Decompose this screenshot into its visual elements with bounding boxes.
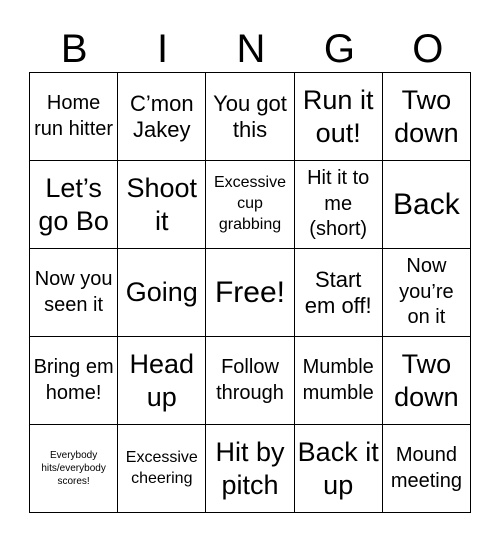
bingo-cell[interactable]: Let’s go Bo — [30, 161, 118, 249]
bingo-cell[interactable]: Two down — [383, 337, 471, 425]
bingo-cell[interactable]: Going — [118, 249, 206, 337]
bingo-cell[interactable]: Excessive cheering — [118, 425, 206, 513]
bingo-header — [30, 26, 472, 72]
bingo-cell[interactable]: Hit by pitch — [206, 425, 294, 513]
bingo-cell[interactable]: Two down — [383, 73, 471, 161]
bingo-cell[interactable]: Bring em home! — [30, 337, 118, 425]
bingo-cell[interactable]: Mound meeting — [383, 425, 471, 513]
bingo-cell[interactable]: Now you seen it — [30, 249, 118, 337]
header-letter-b: B — [60, 26, 88, 71]
bingo-cell[interactable]: Run it out! — [295, 73, 383, 161]
bingo-cell[interactable]: Now you’re on it — [383, 249, 471, 337]
header-letter-n: N — [236, 26, 266, 71]
bingo-cell[interactable]: You got this — [206, 73, 294, 161]
bingo-cell[interactable]: Free! — [206, 249, 294, 337]
bingo-grid — [29, 72, 471, 513]
bingo-cell[interactable]: Everybody hits/everybody scores! — [30, 425, 118, 513]
bingo-cell[interactable]: Start em off! — [295, 249, 383, 337]
bingo-cell[interactable]: Follow through — [206, 337, 294, 425]
bingo-cell[interactable]: Shoot it — [118, 161, 206, 249]
bingo-cell[interactable]: Head up — [118, 337, 206, 425]
bingo-cell[interactable]: Home run hitter — [30, 73, 118, 161]
header-letter-o: O — [412, 26, 444, 71]
header-letter-g: G — [323, 26, 355, 71]
bingo-cell[interactable]: Back it up — [295, 425, 383, 513]
bingo-cell[interactable]: C’mon Jakey — [118, 73, 206, 161]
bingo-cell[interactable]: Excessive cup grabbing — [206, 161, 294, 249]
header-letter-i: I — [157, 26, 169, 71]
bingo-cell[interactable]: Back — [383, 161, 471, 249]
bingo-cell[interactable]: Mumble mumble — [295, 337, 383, 425]
bingo-cell[interactable]: Hit it to me (short) — [295, 161, 383, 249]
